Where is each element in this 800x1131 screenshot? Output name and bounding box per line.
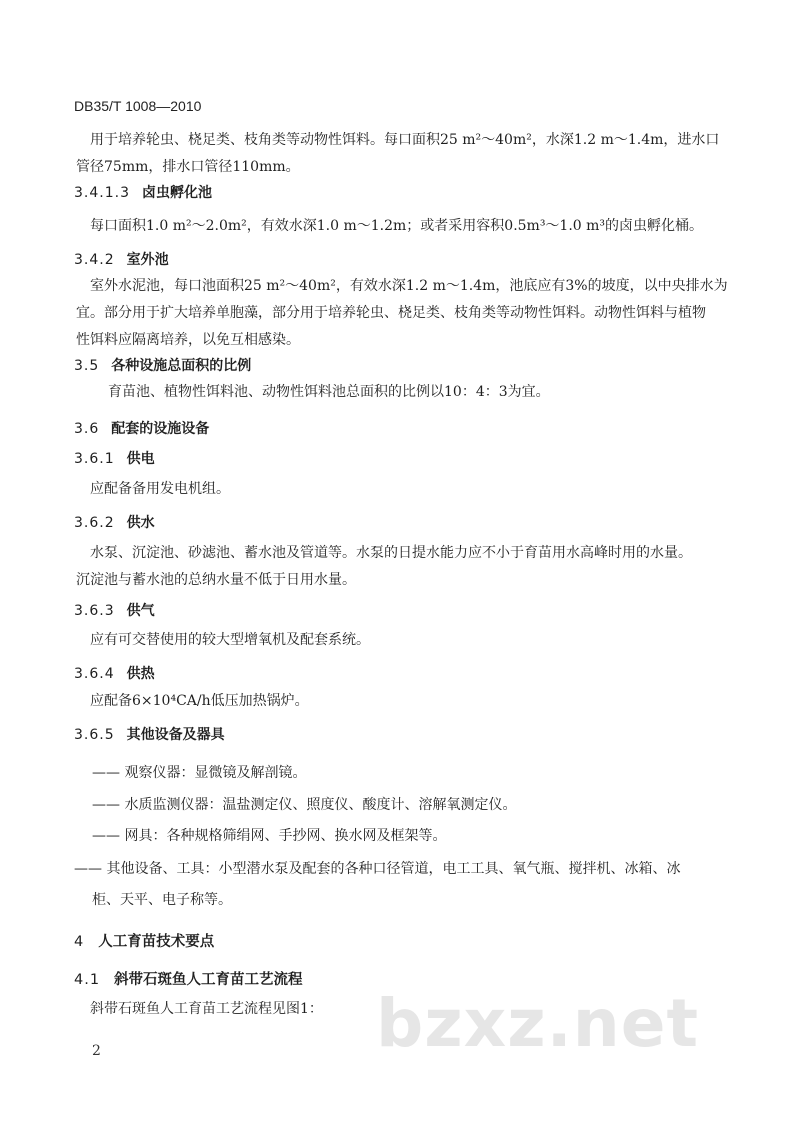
- paragraph-line: 斜带石斑鱼人工育苗工艺流程见图1：: [90, 1001, 323, 1017]
- section-heading-3-4-2: [74, 249, 169, 269]
- section-number: 4.1: [74, 972, 101, 988]
- paragraph-line: 每口面积1.0 m²～2.0m²，有效水深1.0 m～1.2m；或者采用容积0.5m³～1.0 m³的卤虫孵化桶。: [90, 218, 704, 234]
- paragraph-line: 应配备备用发电机组。: [90, 481, 230, 497]
- paragraph-line: 育苗池、植物性饵料池、动物性饵料池总面积的比例以10：4：3为宜。: [108, 384, 550, 400]
- list-item: —— 网具：各种规格筛绢网、手抄网、换水网及框架等。: [92, 828, 447, 844]
- section-number: 3.4.1.3: [74, 185, 130, 201]
- section-title: 斜带石斑鱼人工育苗工艺流程: [114, 972, 303, 988]
- section-number: 3.6.2: [74, 515, 115, 531]
- section-title: 卤虫孵化池: [141, 185, 212, 201]
- section-heading-3-5: [74, 355, 251, 375]
- standard-code-header: DB35/T 1008—2010: [74, 98, 202, 114]
- list-item: —— 水质监测仪器：温盐测定仪、照度仪、酸度计、溶解氧测定仪。: [92, 797, 517, 813]
- chapter-heading-4: [74, 930, 214, 951]
- section-title: 配套的设施设备: [111, 421, 210, 437]
- section-title: 人工育苗技术要点: [98, 934, 215, 950]
- section-title: 供气: [126, 603, 155, 619]
- section-heading-3-6-1: [74, 448, 155, 468]
- section-title: 供电: [126, 451, 155, 467]
- section-heading-4-1: [74, 968, 303, 989]
- paragraph-rotifer-pool: [76, 127, 720, 181]
- list-item-continuation: 柜、天平、电子称等。: [92, 892, 232, 908]
- paragraph-outdoor-pool: [76, 273, 728, 354]
- section-title: 供热: [126, 666, 155, 682]
- section-heading-3-6-4: [74, 663, 155, 683]
- paragraph-artemia-pool: [90, 213, 703, 240]
- section-number: 3.5: [74, 358, 100, 374]
- section-heading-3-6-3: [74, 600, 155, 620]
- section-number: 3.6: [74, 421, 100, 437]
- section-heading-3-6-5: [74, 724, 225, 744]
- paragraph-line: 应配备6×10⁴CA/h低压加热锅炉。: [90, 693, 309, 709]
- section-heading-3-4-1-3: [74, 182, 212, 202]
- paragraph-line: 用于培养轮虫、桡足类、枝角类等动物性饵料。每口面积25 m²～40m²，水深1.2 m～1.4m，进水口: [90, 132, 720, 148]
- paragraph-line: 沉淀池与蓄水池的总纳水量不低于日用水量。: [76, 572, 356, 588]
- page-number: 2: [92, 1043, 101, 1059]
- section-number: 3.6.1: [74, 451, 115, 467]
- paragraph-area-ratio: [108, 379, 550, 406]
- paragraph-line: 宜。部分用于扩大培养单胞藻，部分用于培养轮虫、桡足类、枝角类等动物性饵料。动物性饵料与植物: [76, 305, 706, 321]
- paragraph-air-supply: [90, 627, 370, 654]
- paragraph-line: 性饵料应隔离培养，以免互相感染。: [76, 332, 300, 348]
- section-number: 4: [74, 934, 85, 950]
- paragraph-line: 室外水泥池，每口池面积25 m²～40m²，有效水深1.2 m～1.4m，池底应有3%的坡度，以中央排水为: [90, 278, 728, 294]
- section-heading-3-6: [74, 418, 209, 438]
- paragraph-heating: [90, 688, 309, 715]
- paragraph-process-flow: [90, 996, 323, 1023]
- paragraph-power: [90, 476, 230, 503]
- section-number: 3.6.3: [74, 603, 115, 619]
- paragraph-line: 水泵、沉淀池、砂滤池、蓄水池及管道等。水泵的日提水能力应不小于育苗用水高峰时用的水量。: [90, 545, 692, 561]
- section-number: 3.6.4: [74, 666, 115, 682]
- section-title: 供水: [126, 515, 155, 531]
- section-number: 3.4.2: [74, 252, 115, 268]
- section-title: 其他设备及器具: [126, 727, 225, 743]
- paragraph-line: 管径75mm，排水口管径110mm。: [76, 159, 300, 175]
- section-title: 室外池: [126, 252, 169, 268]
- paragraph-water-supply: [76, 540, 692, 594]
- section-heading-3-6-2: [74, 512, 155, 532]
- list-item: —— 其他设备、工具：小型潜水泵及配套的各种口径管道，电工工具、氧气瓶、搅拌机、冰箱、冰: [74, 861, 681, 877]
- site-watermark: bzxz.net: [376, 985, 700, 1062]
- paragraph-line: 应有可交替使用的较大型增氧机及配套系统。: [90, 632, 370, 648]
- section-title: 各种设施总面积的比例: [111, 358, 252, 374]
- list-item: —— 观察仪器：显微镜及解剖镜。: [92, 765, 307, 781]
- section-number: 3.6.5: [74, 727, 115, 743]
